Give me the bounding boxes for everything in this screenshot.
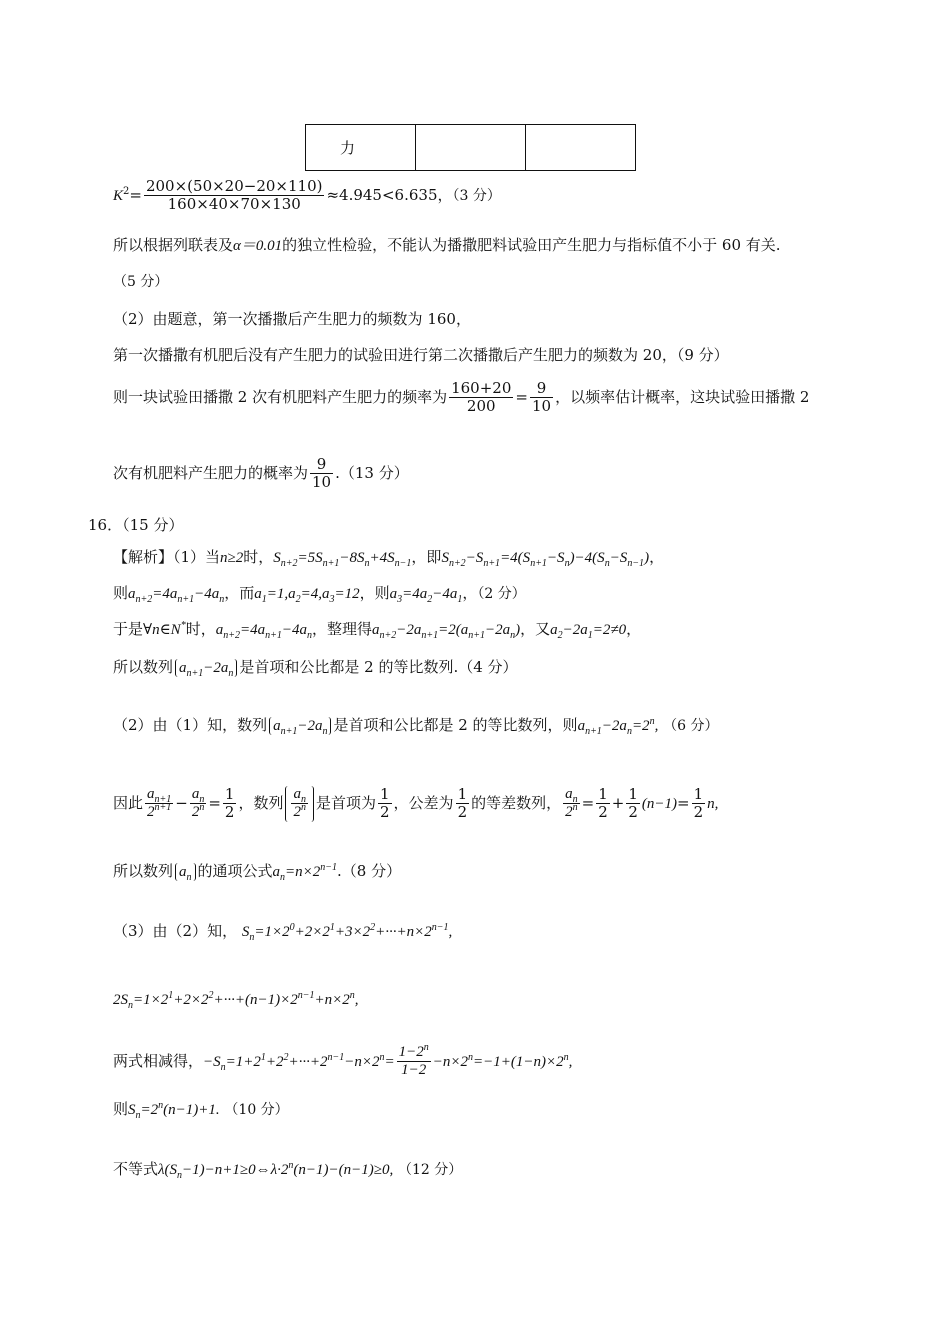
- math-inline: $a_n=n\times 2^{n-1}$: [272, 862, 338, 883]
- text: 两式相减得，: [113, 1051, 204, 1070]
- text: （2）由（1）知，数列: [113, 716, 268, 734]
- fraction: $\frac{1}{2}$: [628, 785, 638, 822]
- fraction: $\frac{1}{2}$: [224, 785, 235, 822]
- fraction: $\frac{1}{2}$: [693, 785, 704, 822]
- score-note: （6 分）: [663, 718, 719, 734]
- text: ，又: [520, 620, 551, 638]
- text: 不等式: [113, 1160, 159, 1178]
- contingency-table-fragment: [305, 124, 636, 171]
- table-row: [306, 125, 636, 171]
- table-cell: [526, 125, 636, 171]
- numerator: 9: [310, 456, 333, 474]
- fraction: [449, 380, 513, 416]
- question-heading: 16．（15 分）: [88, 516, 184, 534]
- solution-line: [113, 584, 526, 603]
- text: 时，: [243, 548, 274, 566]
- text: ，数列: [238, 793, 284, 812]
- text: 则: [113, 1100, 129, 1118]
- solution-line: [113, 620, 641, 639]
- text: 是首项和公比都是 2 的等比数列.（4 分）: [239, 658, 518, 676]
- denominator: 10: [531, 397, 552, 416]
- math-inline: $a_1=1,a_2=4,a_3=12$: [254, 586, 360, 605]
- text: ，: [462, 584, 478, 602]
- text: .（8 分）: [337, 862, 402, 880]
- text: ，: [649, 548, 665, 566]
- text: 时，: [185, 620, 216, 638]
- solution-line: 因此 $\frac{a_{n+1}}{2^{n+1}}$ − $\frac{a_n}{2^n}$ = $\frac{1}{2}$ ，数列 $\frac{a_n}{2^n}$ 是首项为 $\frac{1}{2}$ ，公差为 $\frac{1}{2}$ 的等差数列， $\frac{a_n}{2^n}$ = $\frac{1}{2}$ + $\frac{1}{2}$ (n−1)= $\frac{1}{2}$ n,: [113, 785, 719, 822]
- k2-denominator: 160×40×70×130: [167, 195, 301, 214]
- solution-line: [113, 658, 518, 677]
- paragraph: 第一次播撒有机肥后没有产生肥力的试验田进行第二次播撒后产生肥力的频数为 20，（9 分）: [113, 346, 729, 364]
- text: 则: [113, 584, 129, 602]
- denominator: 200: [466, 397, 496, 416]
- math-inline: $a_{n+2}=4a_{n+1}-4a_n$: [215, 622, 312, 641]
- text: 所以数列: [113, 658, 174, 676]
- text: 的等差数列，: [471, 793, 562, 812]
- score-note: （10 分）: [224, 1102, 289, 1118]
- k2-numerator: 200×(50×20−20×110): [145, 177, 323, 195]
- table-cell: [416, 125, 526, 171]
- paragraph: 则一块试验田播撒 2 次有机肥料产生肥力的频率为 $\frac{160+20}{200}$ = $\frac{9}{10}$ ，以频率估计概率，这块试验田播撒 2: [113, 379, 810, 416]
- math-inline: $S_n=1\times 2^0+2\times 2^1+3\times 2^2+\cdot\cdot\cdot+n\times 2^{n-1}$,: [241, 922, 453, 943]
- solution-line: [113, 1160, 462, 1179]
- math-inline: n≥2: [220, 550, 244, 566]
- text: .（13 分）: [335, 463, 409, 482]
- math-inline: $a_2-2a_1=2\ne 0$: [550, 622, 627, 641]
- math-inline: $2S_n=1\times 2^1+2\times 2^2+\cdot\cdot\cdot+(n-1)\times 2^{n-1}+n\times 2^n$,: [113, 990, 359, 1011]
- numerator: 160+20: [451, 379, 512, 397]
- paragraph: [113, 456, 409, 492]
- fraction: $\frac{1}{2}$: [380, 785, 390, 822]
- math-inline: $a_{n+1}-2a_n=2^n$,: [577, 716, 659, 737]
- score-note: （12 分）: [397, 1162, 463, 1178]
- fraction: $\frac{1-2^n}{1-2}$: [398, 1042, 429, 1079]
- text: 次有机肥料产生肥力的概率为: [113, 463, 309, 482]
- recurrence-formula: $S_{n+2}-S_{n+1}=4(S_{n+1}-S_n)-4(S_n-S_{n-1})$: [441, 550, 650, 569]
- fraction: $\frac{1}{2}$: [457, 785, 468, 822]
- math-inline: $a_{n+2}-2a_{n+1}=2(a_{n+1}-2a_n)$: [371, 622, 521, 641]
- numerator: 9: [530, 380, 553, 398]
- text: 的独立性检验，不能认为播撒肥料试验田产生肥力与指标值不小于 60 有关.: [282, 236, 781, 254]
- sequence-brace: $a_n$: [175, 863, 196, 881]
- text: 是首项为: [315, 793, 376, 812]
- fraction: $\frac{1}{2}$: [598, 785, 608, 822]
- math-inline: $-S_n=1+2^1+2^2+\cdot\cdot\cdot+2^{n-1}-n\times 2^n=$: [203, 1051, 395, 1073]
- solution-line: [113, 716, 718, 735]
- fraction: [530, 380, 553, 416]
- math-inline: ∀n∈N*: [143, 620, 186, 638]
- sequence-brace: $a_{n+1}-2a_n$: [175, 659, 237, 677]
- text: 【解析】（1）当: [113, 548, 221, 566]
- fraction: $\frac{a_{n+1}}{2^{n+1}}$: [147, 786, 172, 821]
- score-note: （2 分）: [477, 586, 526, 602]
- text: 所以数列: [113, 862, 174, 880]
- k2-symbol: K: [113, 187, 124, 204]
- solution-line: [113, 548, 664, 567]
- solution-line: [113, 1100, 289, 1119]
- math-inline: $\lambda(S_n-1)-n+1\ge 0\Leftrightarrow\lambda\cdot 2^n(n-1)-(n-1)\ge 0$,: [158, 1160, 394, 1181]
- solution-line: 两式相减得，$-S_n=1+2^1+2^2+\cdot\cdot\cdot+2^{n-1}-n\times 2^n=$ $\frac{1-2^n}{1-2}$ $-n\times 2^n=-1+(1-n)\times 2^n$,: [113, 1042, 573, 1079]
- score-note: （5 分）: [113, 274, 169, 290]
- sequence-brace: $a_{n+1}-2a_n$: [269, 717, 331, 735]
- recurrence-formula: $S_{n+2}=5S_{n+1}-8S_n+4S_{n-1}$: [273, 550, 412, 569]
- text: ，而: [224, 584, 255, 602]
- text: ，则: [359, 584, 390, 602]
- k2-formula: $K^2=$ $\frac{200\times(50\times 20-20\times 110)}{160\times 40\times 70\times 130}$ ≈4.945<6.635，（3 分）: [113, 177, 501, 214]
- text: ，即: [411, 548, 442, 566]
- math-inline: $S_n=2^n(n-1)+1$.: [128, 1100, 220, 1121]
- text: 所以根据列联表及: [113, 236, 234, 254]
- score-note: （3 分）: [452, 187, 501, 204]
- math-inline: α＝0.01: [233, 238, 283, 254]
- solution-line: [113, 990, 358, 1009]
- text: ，以频率估计概率，这块试验田播撒 2: [555, 387, 810, 406]
- text: 的通项公式: [197, 862, 273, 880]
- solution-line: [113, 862, 401, 881]
- math-inline: $a_{n+2}=4a_{n+1}-4a_n$: [128, 586, 225, 605]
- text: （3）由（2）知，: [113, 922, 238, 940]
- text: ，: [626, 620, 642, 638]
- text: ，公差为: [393, 793, 454, 812]
- fraction: [310, 456, 333, 492]
- paragraph: （2）由题意，第一次播撒后产生肥力的频数为 160，: [113, 310, 471, 328]
- k2-result: ≈4.945<6.635，: [326, 185, 453, 204]
- text: 于是: [113, 620, 144, 638]
- fraction: $\frac{a_n}{2^n}$: [191, 786, 205, 821]
- solution-line: [113, 922, 452, 941]
- fraction: $\frac{a_n}{2^n}$: [565, 786, 578, 821]
- k2-fraction: [144, 178, 325, 214]
- sequence-brace: $\frac{a_n}{2^n}$: [285, 786, 314, 822]
- text: 是首项和公比都是 2 的等比数列，则: [333, 716, 578, 734]
- paragraph: [113, 236, 781, 255]
- math-inline: $a_3=4a_2-4a_1$: [389, 586, 463, 605]
- text: 则一块试验田播撒 2 次有机肥料产生肥力的频率为: [113, 387, 448, 406]
- text: ，整理得: [311, 620, 372, 638]
- denominator: 10: [312, 473, 332, 492]
- text: 因此: [113, 793, 144, 812]
- table-cell: 力: [306, 125, 416, 171]
